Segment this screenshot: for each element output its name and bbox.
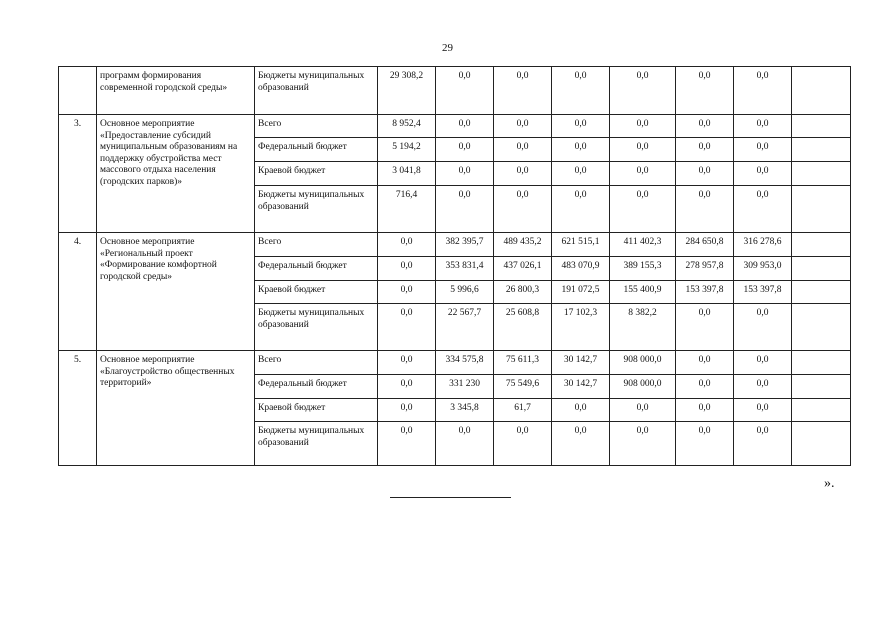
funding-source-cell: Бюджеты муниципальных образований xyxy=(255,422,378,466)
amount-cell: 0,0 xyxy=(494,422,552,466)
amount-cell: 0,0 xyxy=(676,375,734,399)
amount-cell: 0,0 xyxy=(436,186,494,233)
amount-cell: 30 142,7 xyxy=(552,375,610,399)
amount-cell: 75 549,6 xyxy=(494,375,552,399)
amount-cell: 284 650,8 xyxy=(676,233,734,257)
amount-cell: 0,0 xyxy=(552,399,610,422)
amount-cell: 0,0 xyxy=(378,375,436,399)
amount-cell: 0,0 xyxy=(676,304,734,351)
funding-source-cell: Бюджеты муниципальных образований xyxy=(255,304,378,351)
amount-cell: 0,0 xyxy=(734,351,792,375)
funding-source-cell: Федеральный бюджет xyxy=(255,375,378,399)
funding-source-cell: Федеральный бюджет xyxy=(255,138,378,162)
funding-source-cell: Всего xyxy=(255,233,378,257)
funding-source-cell: Краевой бюджет xyxy=(255,162,378,186)
amount-cell: 0,0 xyxy=(378,351,436,375)
row-number-cell: 5. xyxy=(59,351,97,466)
table-row xyxy=(59,233,851,257)
amount-cell xyxy=(792,257,851,281)
funding-source-cell: Всего xyxy=(255,351,378,375)
amount-cell: 0,0 xyxy=(378,304,436,351)
amount-cell xyxy=(792,304,851,351)
amount-cell: 0,0 xyxy=(610,115,676,138)
amount-cell: 0,0 xyxy=(676,186,734,233)
amount-cell: 0,0 xyxy=(610,138,676,162)
amount-cell: 153 397,8 xyxy=(734,281,792,304)
amount-cell: 3 041,8 xyxy=(378,162,436,186)
page-number: 29 xyxy=(442,42,453,54)
amount-cell: 0,0 xyxy=(552,67,610,115)
amount-cell: 0,0 xyxy=(436,67,494,115)
amount-cell: 0,0 xyxy=(610,422,676,466)
amount-cell: 316 278,6 xyxy=(734,233,792,257)
amount-cell: 0,0 xyxy=(378,422,436,466)
amount-cell: 0,0 xyxy=(734,304,792,351)
amount-cell: 5 996,6 xyxy=(436,281,494,304)
amount-cell: 0,0 xyxy=(552,162,610,186)
amount-cell: 0,0 xyxy=(676,115,734,138)
row-number-cell: 4. xyxy=(59,233,97,351)
amount-cell: 0,0 xyxy=(610,67,676,115)
amount-cell: 621 515,1 xyxy=(552,233,610,257)
amount-cell: 75 611,3 xyxy=(494,351,552,375)
amount-cell: 0,0 xyxy=(676,67,734,115)
amount-cell: 0,0 xyxy=(552,186,610,233)
budget-table-body xyxy=(59,67,851,466)
amount-cell: 17 102,3 xyxy=(552,304,610,351)
funding-source-cell: Бюджеты муниципальных образований xyxy=(255,186,378,233)
amount-cell: 0,0 xyxy=(734,162,792,186)
funding-source-cell: Федеральный бюджет xyxy=(255,257,378,281)
amount-cell: 334 575,8 xyxy=(436,351,494,375)
amount-cell: 0,0 xyxy=(734,399,792,422)
amount-cell: 411 402,3 xyxy=(610,233,676,257)
amount-cell: 489 435,2 xyxy=(494,233,552,257)
amount-cell: 0,0 xyxy=(552,115,610,138)
funding-source-cell: Краевой бюджет xyxy=(255,281,378,304)
amount-cell: 353 831,4 xyxy=(436,257,494,281)
amount-cell: 0,0 xyxy=(734,115,792,138)
amount-cell: 0,0 xyxy=(676,422,734,466)
amount-cell: 8 382,2 xyxy=(610,304,676,351)
budget-table xyxy=(58,66,851,466)
amount-cell: 309 953,0 xyxy=(734,257,792,281)
amount-cell: 0,0 xyxy=(734,67,792,115)
amount-cell: 0,0 xyxy=(734,375,792,399)
amount-cell: 0,0 xyxy=(494,67,552,115)
activity-name-cell: Основное мероприятие «Благоустройство общественных территорий» xyxy=(97,351,255,466)
amount-cell: 0,0 xyxy=(610,186,676,233)
amount-cell: 0,0 xyxy=(676,399,734,422)
amount-cell: 0,0 xyxy=(610,399,676,422)
amount-cell xyxy=(792,399,851,422)
amount-cell: 908 000,0 xyxy=(610,351,676,375)
amount-cell xyxy=(792,67,851,115)
table-row xyxy=(59,115,851,138)
table-row xyxy=(59,351,851,375)
amount-cell xyxy=(792,186,851,233)
amount-cell xyxy=(792,351,851,375)
amount-cell xyxy=(792,375,851,399)
amount-cell: 0,0 xyxy=(676,162,734,186)
amount-cell xyxy=(792,281,851,304)
amount-cell xyxy=(792,162,851,186)
closing-quote-mark: ». xyxy=(824,476,835,491)
amount-cell: 0,0 xyxy=(378,257,436,281)
amount-cell: 0,0 xyxy=(494,186,552,233)
amount-cell xyxy=(792,233,851,257)
amount-cell: 0,0 xyxy=(494,162,552,186)
funding-source-cell: Всего xyxy=(255,115,378,138)
amount-cell xyxy=(792,422,851,466)
amount-cell: 26 800,3 xyxy=(494,281,552,304)
amount-cell: 389 155,3 xyxy=(610,257,676,281)
amount-cell: 61,7 xyxy=(494,399,552,422)
amount-cell: 0,0 xyxy=(436,115,494,138)
amount-cell: 29 308,2 xyxy=(378,67,436,115)
amount-cell: 0,0 xyxy=(494,115,552,138)
amount-cell: 0,0 xyxy=(734,186,792,233)
amount-cell xyxy=(792,115,851,138)
activity-name-cell: программ формирования современной городской среды» xyxy=(97,67,255,115)
amount-cell: 0,0 xyxy=(436,422,494,466)
funding-source-cell: Краевой бюджет xyxy=(255,399,378,422)
bottom-rule xyxy=(390,497,511,498)
activity-name-cell: Основное мероприятие «Предоставление субсидий муниципальным образованиям на поддержку обустройства мест массового отдыха населения (городских парков)» xyxy=(97,115,255,233)
amount-cell: 0,0 xyxy=(552,138,610,162)
row-number-cell xyxy=(59,67,97,115)
amount-cell xyxy=(792,138,851,162)
amount-cell: 153 397,8 xyxy=(676,281,734,304)
amount-cell: 0,0 xyxy=(676,138,734,162)
amount-cell: 0,0 xyxy=(676,351,734,375)
amount-cell: 8 952,4 xyxy=(378,115,436,138)
amount-cell: 0,0 xyxy=(552,422,610,466)
amount-cell: 0,0 xyxy=(494,138,552,162)
amount-cell: 191 072,5 xyxy=(552,281,610,304)
amount-cell: 0,0 xyxy=(734,422,792,466)
amount-cell: 382 395,7 xyxy=(436,233,494,257)
amount-cell: 155 400,9 xyxy=(610,281,676,304)
amount-cell: 0,0 xyxy=(436,162,494,186)
amount-cell: 483 070,9 xyxy=(552,257,610,281)
amount-cell: 278 957,8 xyxy=(676,257,734,281)
amount-cell: 716,4 xyxy=(378,186,436,233)
amount-cell: 30 142,7 xyxy=(552,351,610,375)
amount-cell: 437 026,1 xyxy=(494,257,552,281)
amount-cell: 0,0 xyxy=(378,281,436,304)
table-row xyxy=(59,67,851,115)
funding-source-cell: Бюджеты муниципальных образований xyxy=(255,67,378,115)
activity-name-cell: Основное мероприятие «Региональный проект «Формирование комфортной городской среды» xyxy=(97,233,255,351)
amount-cell: 0,0 xyxy=(436,138,494,162)
amount-cell: 0,0 xyxy=(378,399,436,422)
amount-cell: 0,0 xyxy=(610,162,676,186)
amount-cell: 331 230 xyxy=(436,375,494,399)
amount-cell: 0,0 xyxy=(734,138,792,162)
amount-cell: 908 000,0 xyxy=(610,375,676,399)
row-number-cell: 3. xyxy=(59,115,97,233)
amount-cell: 25 608,8 xyxy=(494,304,552,351)
amount-cell: 5 194,2 xyxy=(378,138,436,162)
amount-cell: 0,0 xyxy=(378,233,436,257)
amount-cell: 3 345,8 xyxy=(436,399,494,422)
amount-cell: 22 567,7 xyxy=(436,304,494,351)
